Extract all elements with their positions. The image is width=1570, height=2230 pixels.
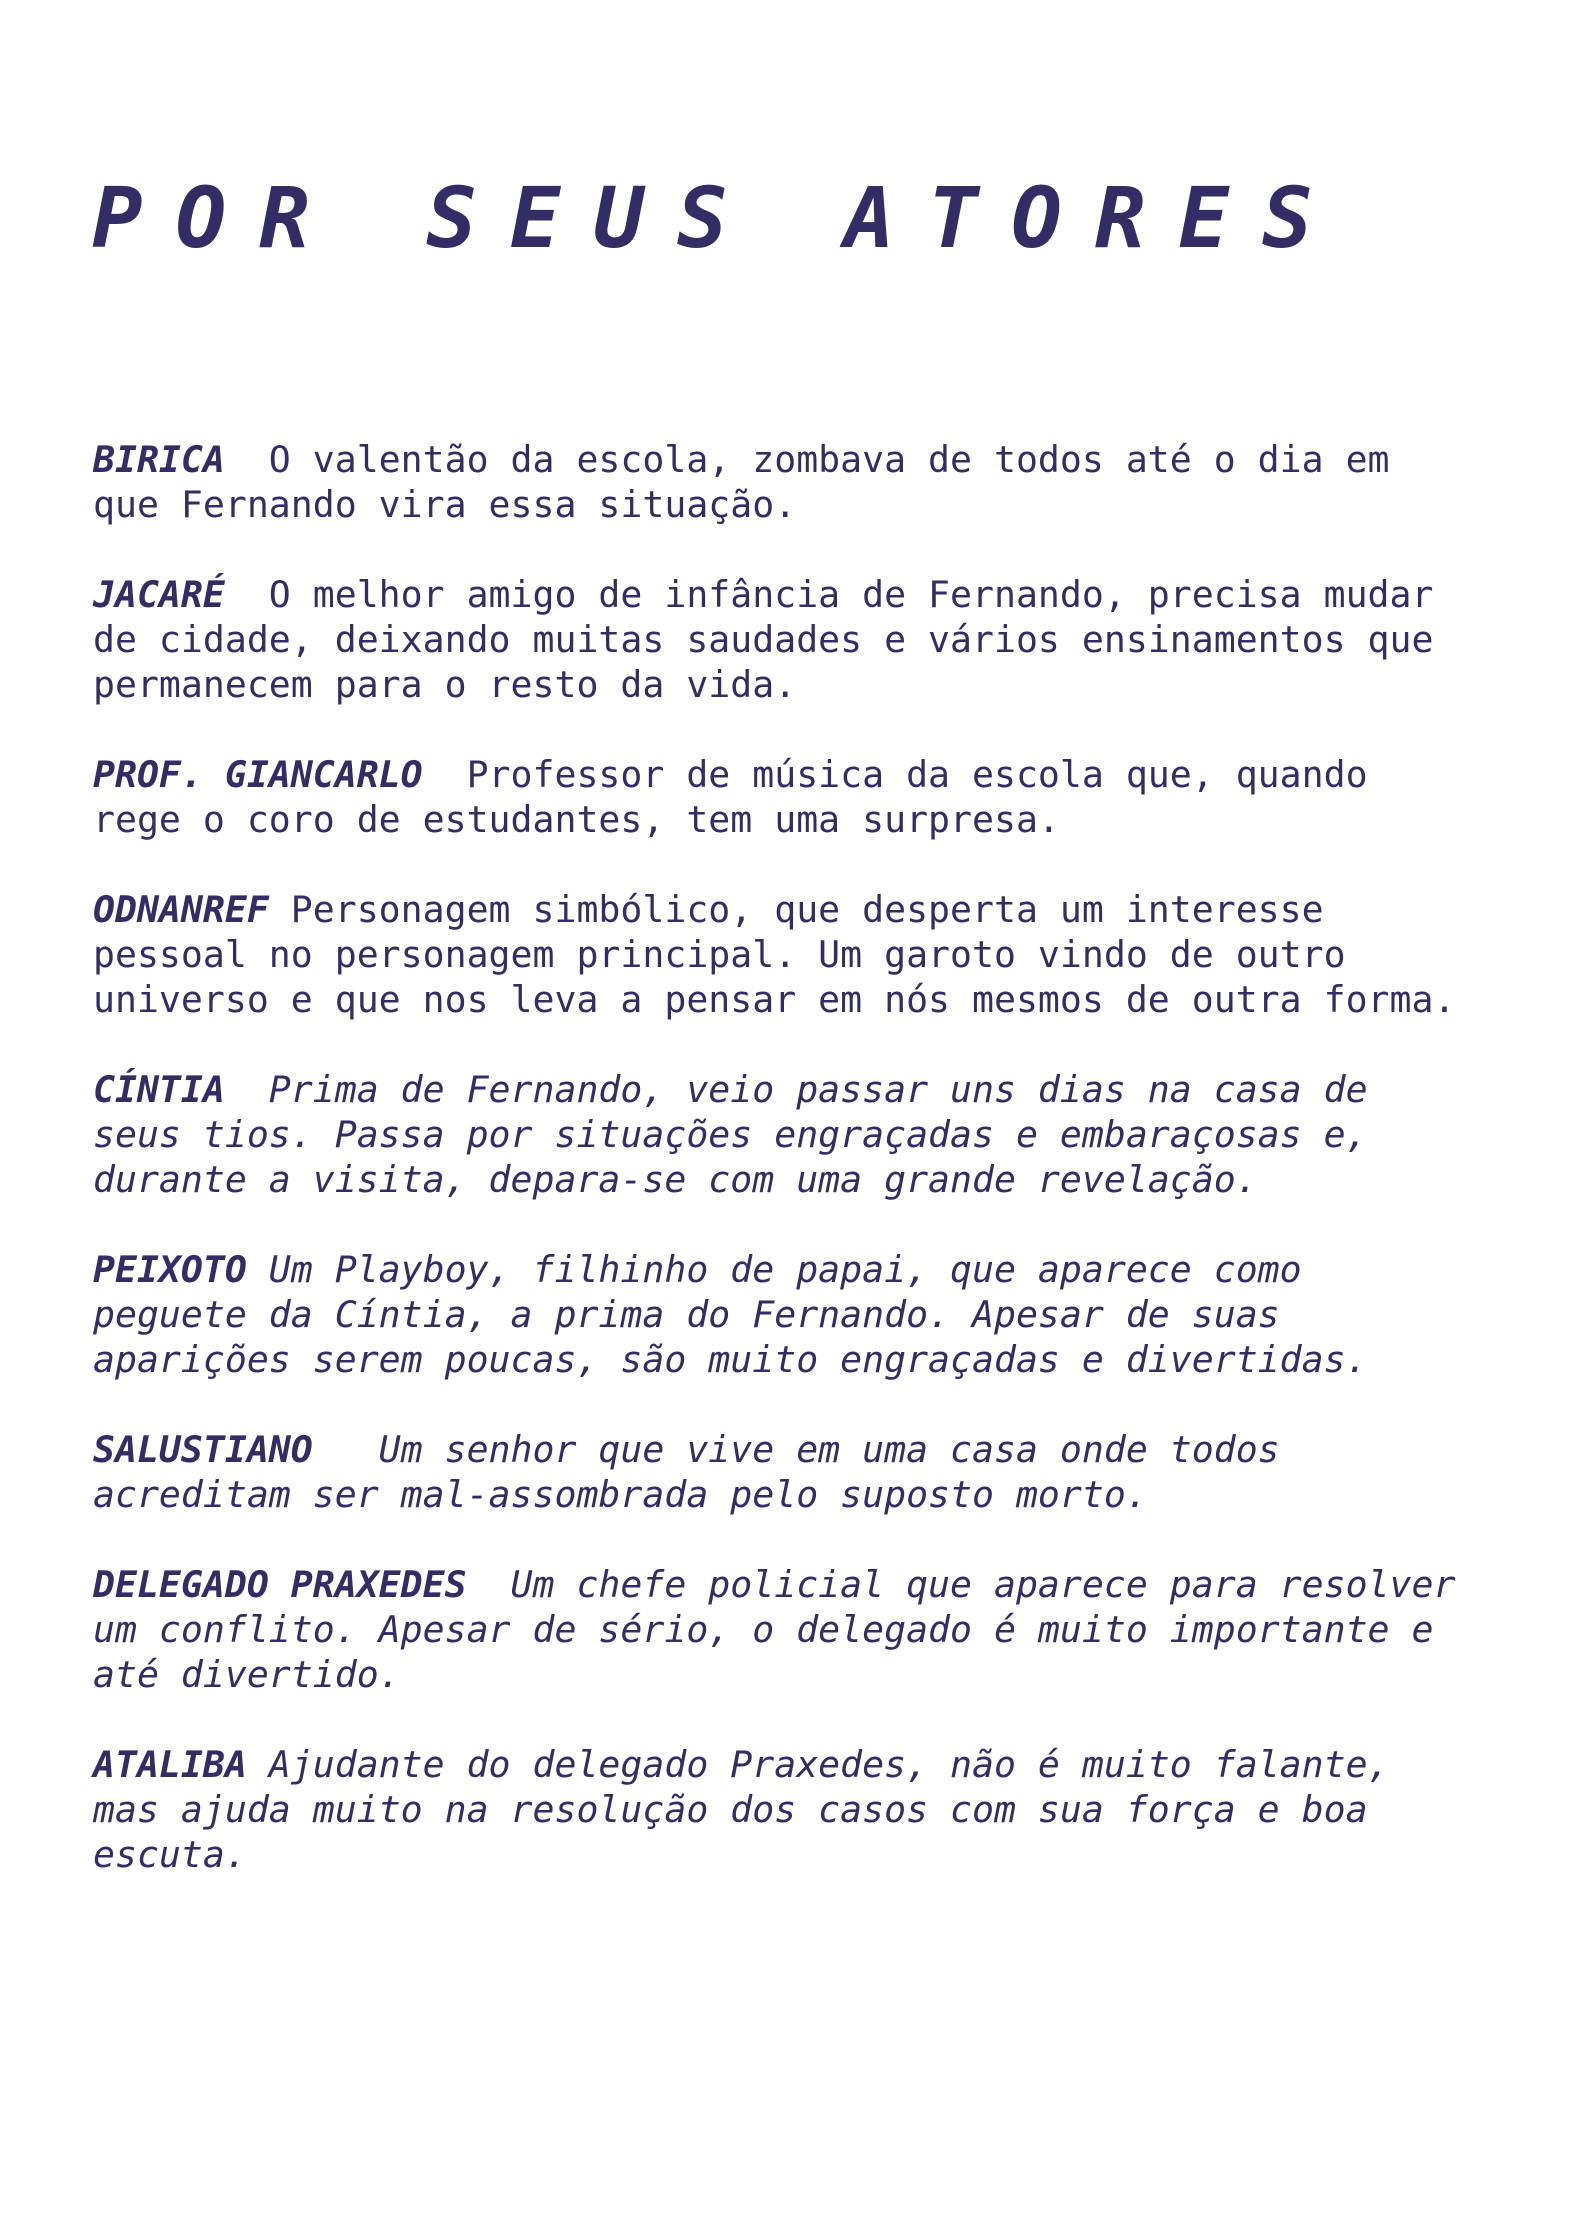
character-name: PROF. GIANCARLO (93, 753, 423, 796)
character-name: SALUSTIANO (93, 1428, 313, 1471)
character-name: ATALIBA (93, 1743, 247, 1786)
character-description: Um Playboy, filhinho de papai, que aparece como peguete da Cíntia, a prima do Fernando. Apesar de suas aparições serem poucas, são muito engraçadas e divertidas. (93, 1248, 1368, 1381)
character-description: Um senhor que vive em uma casa onde todos acreditam ser mal-assombrada pelo suposto morto. (93, 1428, 1280, 1516)
character-name: DELEGADO PRAXEDES (93, 1563, 467, 1606)
character-entry-salustiano (93, 1427, 1553, 1517)
character-entry-cintia (93, 1067, 1553, 1202)
character-description: O valentão da escola, zombava de todos até o dia em que Fernando vira essa situação. (93, 438, 1390, 526)
character-entry-odnanref (93, 887, 1553, 1022)
character-entry-peixoto (93, 1247, 1553, 1382)
character-name: BIRICA (93, 438, 225, 481)
character-description: Professor de música da escola que, quando rege o coro de estudantes, tem uma surpresa. (93, 753, 1368, 841)
character-description: Personagem simbólico, que desperta um interesse pessoal no personagem principal. Um garoto vindo de outro universo e que nos leva a pensar em nós mesmos de outra forma. (93, 888, 1456, 1021)
character-description: Ajudante do delegado Praxedes, não é muito falante, mas ajuda muito na resolução dos casos com sua força e boa escuta. (93, 1743, 1390, 1876)
character-name: CÍNTIA (93, 1068, 225, 1111)
character-name: ODNANREF (93, 888, 269, 931)
character-entry-prof-giancarlo (93, 752, 1553, 842)
character-name: JACARÉ (93, 573, 225, 616)
character-list (93, 437, 1553, 1922)
character-entry-ataliba (93, 1742, 1553, 1877)
character-entry-delegado-praxedes (93, 1562, 1553, 1697)
page-title: POR SEUS ATORES (92, 169, 1346, 267)
character-description: Prima de Fernando, veio passar uns dias na casa de seus tios. Passa por situações engraçadas e embaraçosas e, durante a visita, depara-se com uma grande revelação. (93, 1068, 1368, 1201)
character-name: PEIXOTO (93, 1248, 247, 1291)
character-entry-jacare (93, 572, 1553, 707)
character-description: Um chefe policial que aparece para resolver um conflito. Apesar de sério, o delegado é muito importante e até divertido. (93, 1563, 1456, 1696)
character-description: O melhor amigo de infância de Fernando, precisa mudar de cidade, deixando muitas saudades e vários ensinamentos que permanecem para o resto da vida. (93, 573, 1434, 706)
character-entry-birica (93, 437, 1553, 527)
